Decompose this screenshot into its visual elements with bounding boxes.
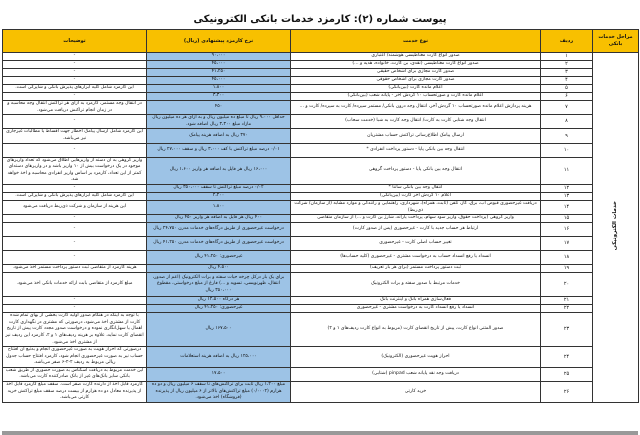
row-number-cell: ۱۷ [541,237,593,251]
fee-cell: ۱،۸۰۰ [147,85,291,93]
table-row [3,273,639,297]
header-service-type: نوع خدمت [291,30,541,53]
notes-cell: در انتقال وجه مستمر، کارمزد به ازای هر تراکنش انتقال وجه محاسبه و در زمان انجام تراکنش دریافت می‌شود. [3,101,147,115]
table-row [3,265,639,273]
service-cell: انتقال وجه شتابی کارت به کارت/ انتقال وجه کارت به شبا (خدمت سحاب) [291,115,541,129]
row-number-cell: ۱۸ [541,251,593,265]
service-cell: واریز گروهی (پرداخت حقوق، واریز سود سهام، پرداخت یارانه، شارژ بن کارت و ...) از سازمان متقاضی [291,215,541,223]
fee-cell: غیرحضوری: ۴۱،۲۵۰ ریال [147,251,291,265]
page-bottom-edge [2,431,638,435]
row-number-cell: ۲۵ [541,367,593,381]
row-number-cell: ۵ [541,85,593,93]
service-cell: انتقال وجه بین بانکی ساتنا * [291,184,541,192]
table-row [3,215,639,223]
notes-cell: - [3,251,147,265]
fee-cell: ۹۰،۰۰۰ [147,53,291,61]
category-label: خدمات الکترونیکی [612,200,619,251]
notes-cell: درصورتی که احراز هویت به صورت غیرحضوری انجام و به‌تبع آن افتتاح حساب نیز به صورت غیرحضوری انجام شود، کارمزد افتتاح حساب جدول ریالی مربوط به ردیف ۲-۲-۶ صفر می‌باشد. [3,347,147,368]
fee-cell: مبلغ ۱،۲۰۰ ریال ثابت برای تراکنش‌های تا سقف ۶ میلیون ریال و دو ده هزارم (۰/۰۰۰۲) مبلغ تراکنش‌های بالاتر از ۶ میلیون ریال از پذیرنده (فروشگاه) اخذ می‌شود. [147,382,291,403]
table-row [3,53,639,61]
fee-cell: ۱۶،۰۰۰ ریال هر فایل به اضافه هر واریز ۱،۶۰۰ ریال [147,157,291,184]
row-number-cell: ۱۱ [541,157,593,184]
table-row [3,129,639,143]
service-cell: دریافت غیرحضوری قبوض آب، برق، گاز، تلفن (ثابت، همراه)، شهرداری، راهنمایی و رانندگی و موارد مشابه (از سازمان/ شرکت ذی‌ربط) [291,200,541,214]
notes-cell: - [3,237,147,251]
notes-cell: این کارمزد شامل کلیه ابزارهای پذیرش بانکی و شاپرکی است. [3,192,147,200]
notes-cell: هزینه کارمزد از متقاضی ثبت دستور پرداخت مستمر اخذ می‌شود. [3,265,147,273]
row-number-cell: ۸ [541,115,593,129]
table-row [3,157,639,184]
table-row [3,85,639,93]
table-body [3,53,639,403]
row-number-cell: ۴ [541,77,593,85]
row-number-cell: ۲۲ [541,305,593,313]
service-cell: ارسال پیامک اطلاع‌رسانی تراکنش حساب مشتریان [291,129,541,143]
fee-cell: هر درگاه ۱۲،۵۰۰ ریال [147,297,291,305]
table-row [3,297,639,305]
row-number-cell: ۷ [541,101,593,115]
header-row-number: ردیف [541,30,593,53]
fee-cell: برای یک بار درکل چرخه حیات سفته و برات الکترونیک (اعم از صدور، انتقال، ظهرنویسی، تسویه و ...) فارغ از مبلغ درخواستی، مقطوع ۳۵۰،۰۰۰ ریال [147,273,291,297]
row-number-cell: ۲ [541,61,593,69]
fee-cell: ۴۵،۰۰۰ [147,61,291,69]
fee-cell: ۱۶۷،۵۰۰ ریال [147,313,291,347]
notes-cell: - [3,69,147,77]
fee-cell: ۳۷۰ ریال به اضافه هزینه پیامک [147,129,291,143]
table-row [3,69,639,77]
row-number-cell: ۱۴ [541,200,593,214]
table-row [3,237,639,251]
table-row [3,101,639,115]
service-cell: صدور المثنی انواع کارت، پیش از تاریخ انقضای کارت (مربوط به انواع کارت ردیف‌های ۱ و ۲) [291,313,541,347]
row-number-cell: ۲۰ [541,273,593,297]
notes-cell: این خدمت مربوط به دریافت اسکناس به صورت حضوری از طریق شعب بانکی سایر بانک‌های غیر از بانک صادرکننده کارت می‌باشد. [3,367,147,381]
header-category: مراحل خدمات بانکی [593,30,639,53]
row-number-cell: ۱۹ [541,265,593,273]
table-row [3,313,639,347]
fee-cell: درخواست غیرحضوری از طریق درگاه‌های خدمات مدرن ۲۴،۷۵۰ ریال [147,223,291,237]
service-cell: انسداد یا رفع انسداد کارت به درخواست مشتری - غیرحضوری [291,305,541,313]
fee-table-container [2,29,638,433]
row-number-cell: ۲۳ [541,313,593,347]
row-number-cell: ۲۱ [541,297,593,305]
table-row [3,61,639,69]
row-number-cell: ۱ [541,53,593,61]
service-cell: احراز هویت غیرحضوری (الکترونیک) [291,347,541,368]
header-fee-rate: نرخ کارمزد پیشنهادی (ریال) [147,30,291,53]
row-number-cell: ۶ [541,93,593,101]
service-cell: اعلام مانده کارت و صورتحساب ۱۰ گردش آخر - پایانه شعب (بین‌بانکی) [291,93,541,101]
service-cell: صدور انواع کارت مغناطیسی (نقدی، بن کارت، خانواده، هدیه و ...) [291,61,541,69]
table-header-row [3,30,639,53]
notes-cell: این کارمزد شامل ارسال پیامک اخطار جهت اقساط یا مطالبات غیرجاری نیز می‌باشد. [3,129,147,143]
notes-cell: این کارمزد شامل کلیه ابزارهای پذیرش بانکی و شاپرکی است. [3,85,147,93]
header-notes: توضیحات [3,30,147,53]
fee-cell: ۳،۳۰۰ [147,93,291,101]
category-cell [593,53,639,403]
notes-cell: - [3,61,147,69]
notes-cell: - [3,143,147,157]
service-cell: فعال‌سازی همراه بانک و اینترنت بانک [291,297,541,305]
table-row [3,115,639,129]
table-row [3,367,639,381]
notes-cell: واریز گروهی به آن دسته از واریزهایی اطلاق می‌شود که تعداد واریزهای موجود در یک درخواست بیش از ۱۰ واریز باشد و در واریزهای دسته‌ای کمتر از این تعداد، کارمزد بر اساس واریز انفرادی محاسبه و اخذ خواهد شد. [3,157,147,184]
table-row [3,192,639,200]
row-number-cell: ۱۳ [541,192,593,200]
fee-cell: ۱،۸۰۰ [147,200,291,214]
service-cell: صدور انواع کارت مغناطیسی هوشمند/ اعتباری [291,53,541,61]
service-cell: انتقال وجه بین بانکی پایا - دستور پرداخت انفرادی * [291,143,541,157]
service-cell: هزینه پردازش اعلام مانده صورتحساب ۱۰ گردش آخر، انتقال وجه درون بانکی/ مستمر سپرده/ کارت به سپرده/ کارت و ... [291,101,541,115]
service-cell: صدور کارت مجازی برای اشخاص حقوقی [291,77,541,85]
service-cell: اعلام ۱۰ گردش آخر کارت (بین‌بانکی) [291,192,541,200]
notes-cell: - [3,77,147,85]
table-row [3,200,639,214]
row-number-cell: ۹ [541,129,593,143]
table-row [3,143,639,157]
notes-cell: - [3,305,147,313]
fee-cell: ۴۵،۰۰۰ [147,77,291,85]
notes-cell: - [3,184,147,192]
notes-cell: - [3,93,147,101]
fee-cell: غیرحضوری: ۴۱،۲۵۰ ریال [147,305,291,313]
fee-cell: ۱۲۵،۰۰۰ ریال به اضافه هزینه استعلامات [147,347,291,368]
notes-cell: - [3,53,147,61]
table-row [3,223,639,237]
table-row [3,251,639,265]
notes-cell: این هزینه از سازمان و شرکت ذی‌ربط دریافت می‌شود [3,200,147,214]
page-title: پیوست شماره (۲): کارمزد خدمات بانکی الکترونیکی [193,14,447,25]
service-cell: دریافت وجه نقد پایانه شعب pinpad (شتابی) [291,367,541,381]
table-row [3,93,639,101]
service-cell: ثبت دستور پرداخت مستمر (برای هر بار تعریف) [291,265,541,273]
row-number-cell: ۱۵ [541,215,593,223]
table-row [3,305,639,313]
fee-cell: ۴۱،۲۵۰ [147,69,291,77]
service-cell: خدمات مرتبط با صدور سفته و برات الکترونیک [291,273,541,297]
service-cell: انتقال وجه بین بانکی پایا - دستور پرداخت گروهی [291,157,541,184]
service-cell: انسداد یا رفع انسداد حساب به درخواست مشتری - غیرحضوری (کلیه حساب‌ها) [291,251,541,265]
row-number-cell: ۱۶ [541,223,593,237]
service-cell: تغییر حساب اصلی کارت - غیرحضوری [291,237,541,251]
table-row [3,382,639,403]
service-cell: خرید کارتی [291,382,541,403]
row-number-cell: ۲۶ [541,382,593,403]
notes-cell: مبلغ کارمزد از متقاضی بابت ارائه خدمات بانکی اخذ می‌شود. [3,273,147,297]
fee-cell: ۱۷،۵۰۰ [147,367,291,381]
row-number-cell: ۲۴ [541,347,593,368]
service-cell: ارتباط هر حساب جدید با کارت - غیرحضوری (پس از صدور کارت) [291,223,541,237]
fee-cell: درخواست غیرحضوری از طریق درگاه‌های خدمات مدرن ۴۱،۲۵۰ ریال [147,237,291,251]
service-cell: صدور کارت مجازی برای اشخاص حقیقی [291,69,541,77]
fee-cell: ۴۰۰ ریال هر فایل به اضافه هر واریز ۴۵۰ ریال [147,215,291,223]
notes-cell: - [3,115,147,129]
row-number-cell: ۱۲ [541,184,593,192]
fee-cell: ۰/۰۱ درصد مبلغ تراکنش با کف ۳،۰۰۰ ریال و سقف ۲۷،۰۰۰ ریال [147,143,291,157]
notes-cell: - [3,223,147,237]
fee-cell: ۴۵۰ [147,101,291,115]
table-row [3,77,639,85]
fee-table [2,29,639,403]
row-number-cell: ۱۰ [541,143,593,157]
row-number-cell: ۳ [541,69,593,77]
service-cell: اعلام مانده کارت (بین‌بانکی) [291,85,541,93]
notes-cell: - [3,297,147,305]
fee-cell: ۴،۵۰۰ ریال [147,265,291,273]
fee-cell: ۲،۲۰۰ [147,192,291,200]
table-row [3,184,639,192]
notes-cell: کارمزد قابل اخذ از دارنده کارت صفر است. سقف مبلغ کارمزد قابل اخذ از پذیرنده معادل دو ده هزارم از بیست درصد سقف مبلغ تراکنش خرید کارتی می‌باشد. [3,382,147,403]
fee-cell: حداقل ۹،۰۰۰ ریال تا مبلغ ده میلیون ریال و به ازای هر ده میلیون ریال مازاد مبلغ ۳،۳۰۰ ریال اضافه شود. [147,115,291,129]
fee-cell: ۰/۰۲ درصد مبلغ تراکنش تا سقف ۳۵۰،۰۰۰ ریال [147,184,291,192]
notes-cell: با توجه به اینکه در هنگام صدور اولیه کارت بخشی از بهای تمام شده کارت از مشتری اخذ می‌شود، درصورتی که مشتری در نگهداری کارت اهمال یا سهل‌انگاری نموده و درخواست صدور مجدد کارت پیش از تاریخ انقضای کارت نماید، علاوه بر هزینه ردیف‌های ۱ و ۲، کارمزد این ردیف نیز از مشتری اخذ می‌شود. [3,313,147,347]
notes-cell: - [3,215,147,223]
table-row [3,347,639,368]
